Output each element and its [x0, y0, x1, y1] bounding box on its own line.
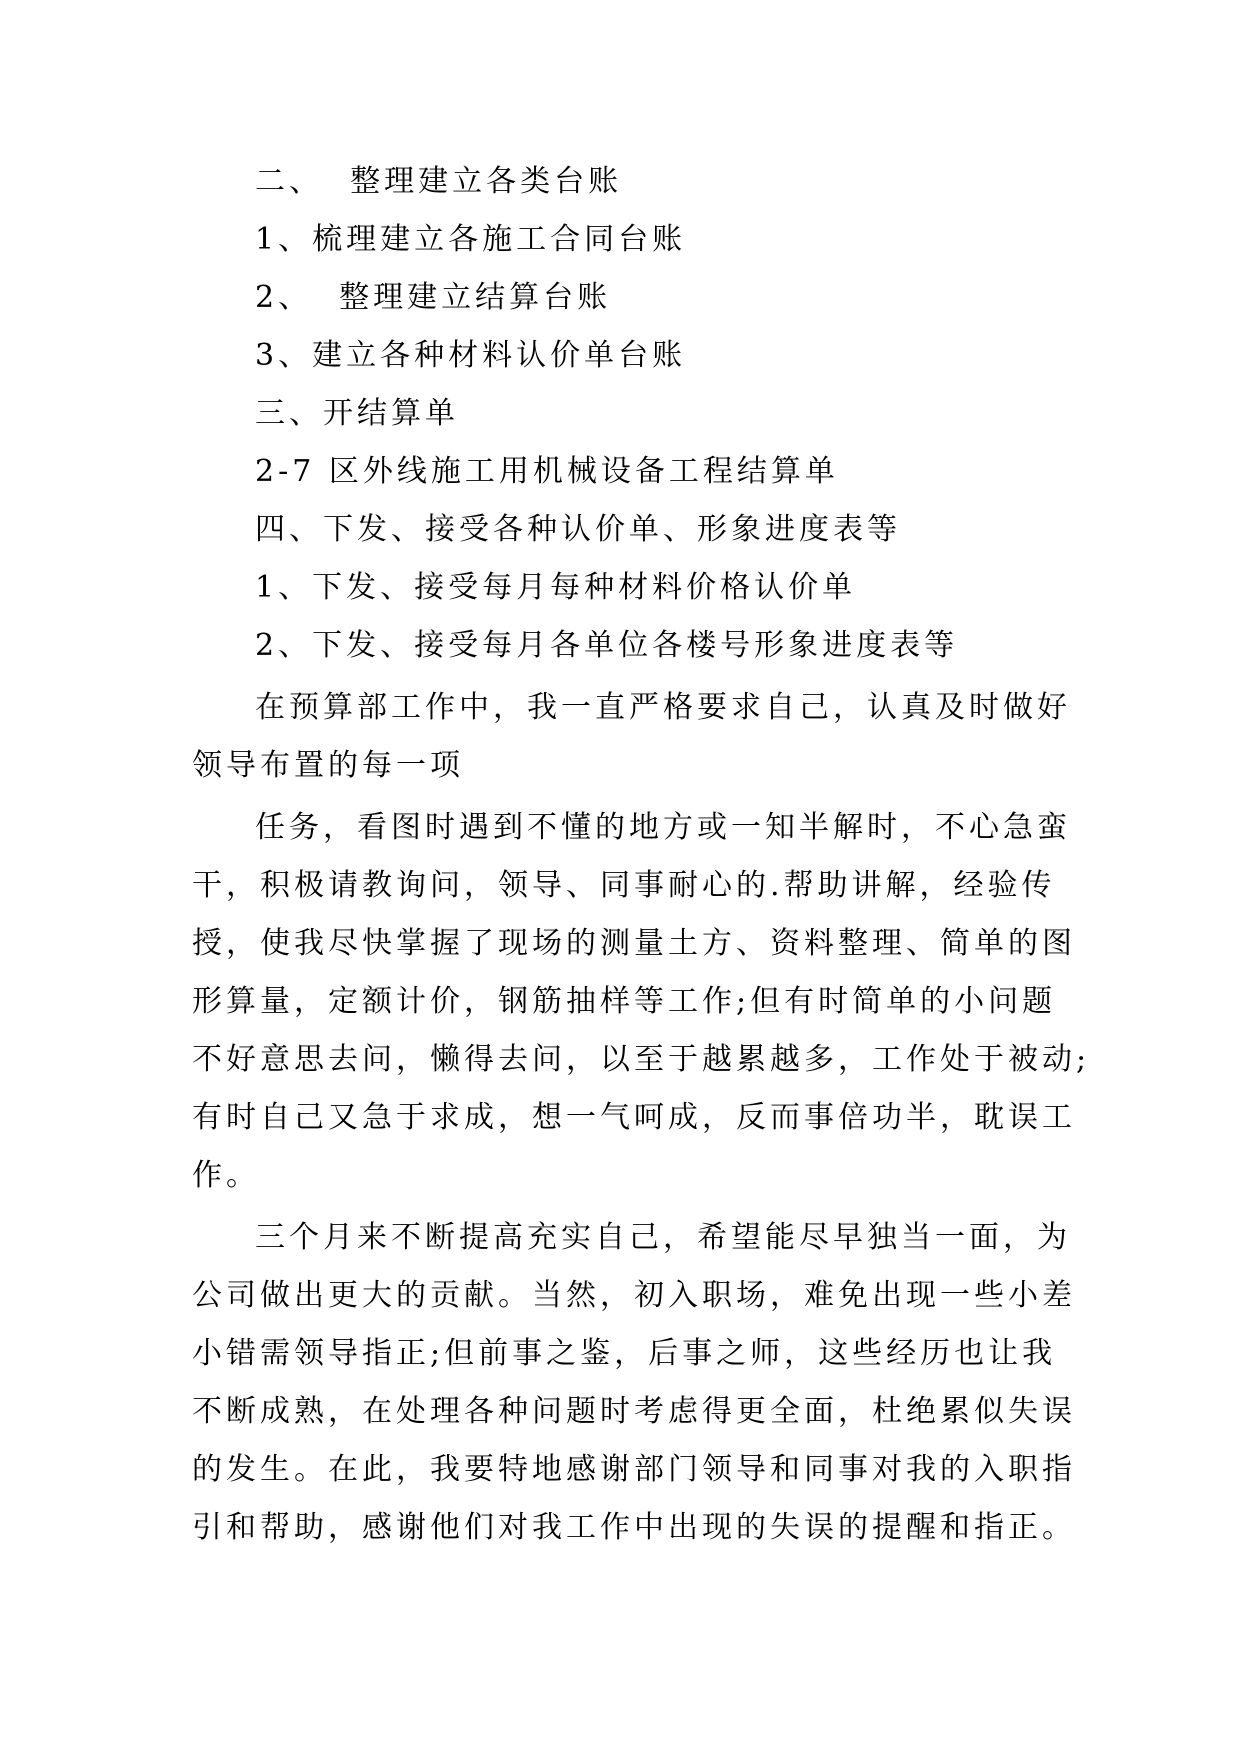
paragraph-line: 任务，看图时遇到不懂的地方或一知半解时，不心急蛮: [255, 810, 1071, 845]
paragraph-line: 引和帮助，感谢他们对我工作中出现的失误的提醒和指正。: [192, 1510, 1076, 1545]
paragraph-line: 形算量，定额计价，钢筋抽样等工作;但有时简单的小问题: [192, 984, 1057, 1019]
list-item: 2-7 区外线施工用机械设备工程结算单: [255, 454, 839, 489]
list-item: 3、建立各种材料认价单台账: [255, 338, 687, 373]
list-item: 1、梳理建立各施工合同台账: [255, 222, 687, 257]
paragraph-line: 干，积极请教询问，领导、同事耐心的.帮助讲解，经验传: [192, 868, 1056, 903]
section-heading-2: 二、 整理建立各类台账: [255, 164, 623, 199]
list-item: 1、下发、接受每月每种材料价格认价单: [255, 570, 857, 605]
section-heading-3: 三、开结算单: [255, 396, 459, 431]
paragraph-line: 不断成熟，在处理各种问题时考虑得更全面，杜绝累似失误: [192, 1394, 1076, 1429]
section-heading-4: 四、下发、接受各种认价单、形象进度表等: [255, 512, 901, 547]
paragraph-line: 作。: [192, 1158, 260, 1193]
paragraph-line: 领导布置的每一项: [192, 748, 464, 783]
paragraph-line: 公司做出更大的贡献。当然，初入职场，难免出现一些小差: [192, 1278, 1076, 1313]
paragraph-line: 的发生。在此，我要特地感谢部门领导和同事对我的入职指: [192, 1452, 1076, 1487]
paragraph-line: 不好意思去问，懒得去问，以至于越累越多，工作处于被动;: [192, 1042, 1091, 1077]
paragraph-line: 在预算部工作中，我一直严格要求自己，认真及时做好: [255, 690, 1071, 725]
paragraph-line: 小错需领导指正;但前事之鉴，后事之师，这些经历也让我: [192, 1336, 1057, 1371]
paragraph-line: 有时自己又急于求成，想一气呵成，反而事倍功半，耽误工: [192, 1100, 1076, 1135]
list-item: 2、下发、接受每月各单位各楼号形象进度表等: [255, 628, 959, 663]
paragraph-line: 授，使我尽快掌握了现场的测量土方、资料整理、简单的图: [192, 926, 1076, 961]
paragraph-line: 三个月来不断提高充实自己，希望能尽早独当一面，为: [255, 1220, 1071, 1255]
list-item: 2、 整理建立结算台账: [255, 280, 612, 315]
